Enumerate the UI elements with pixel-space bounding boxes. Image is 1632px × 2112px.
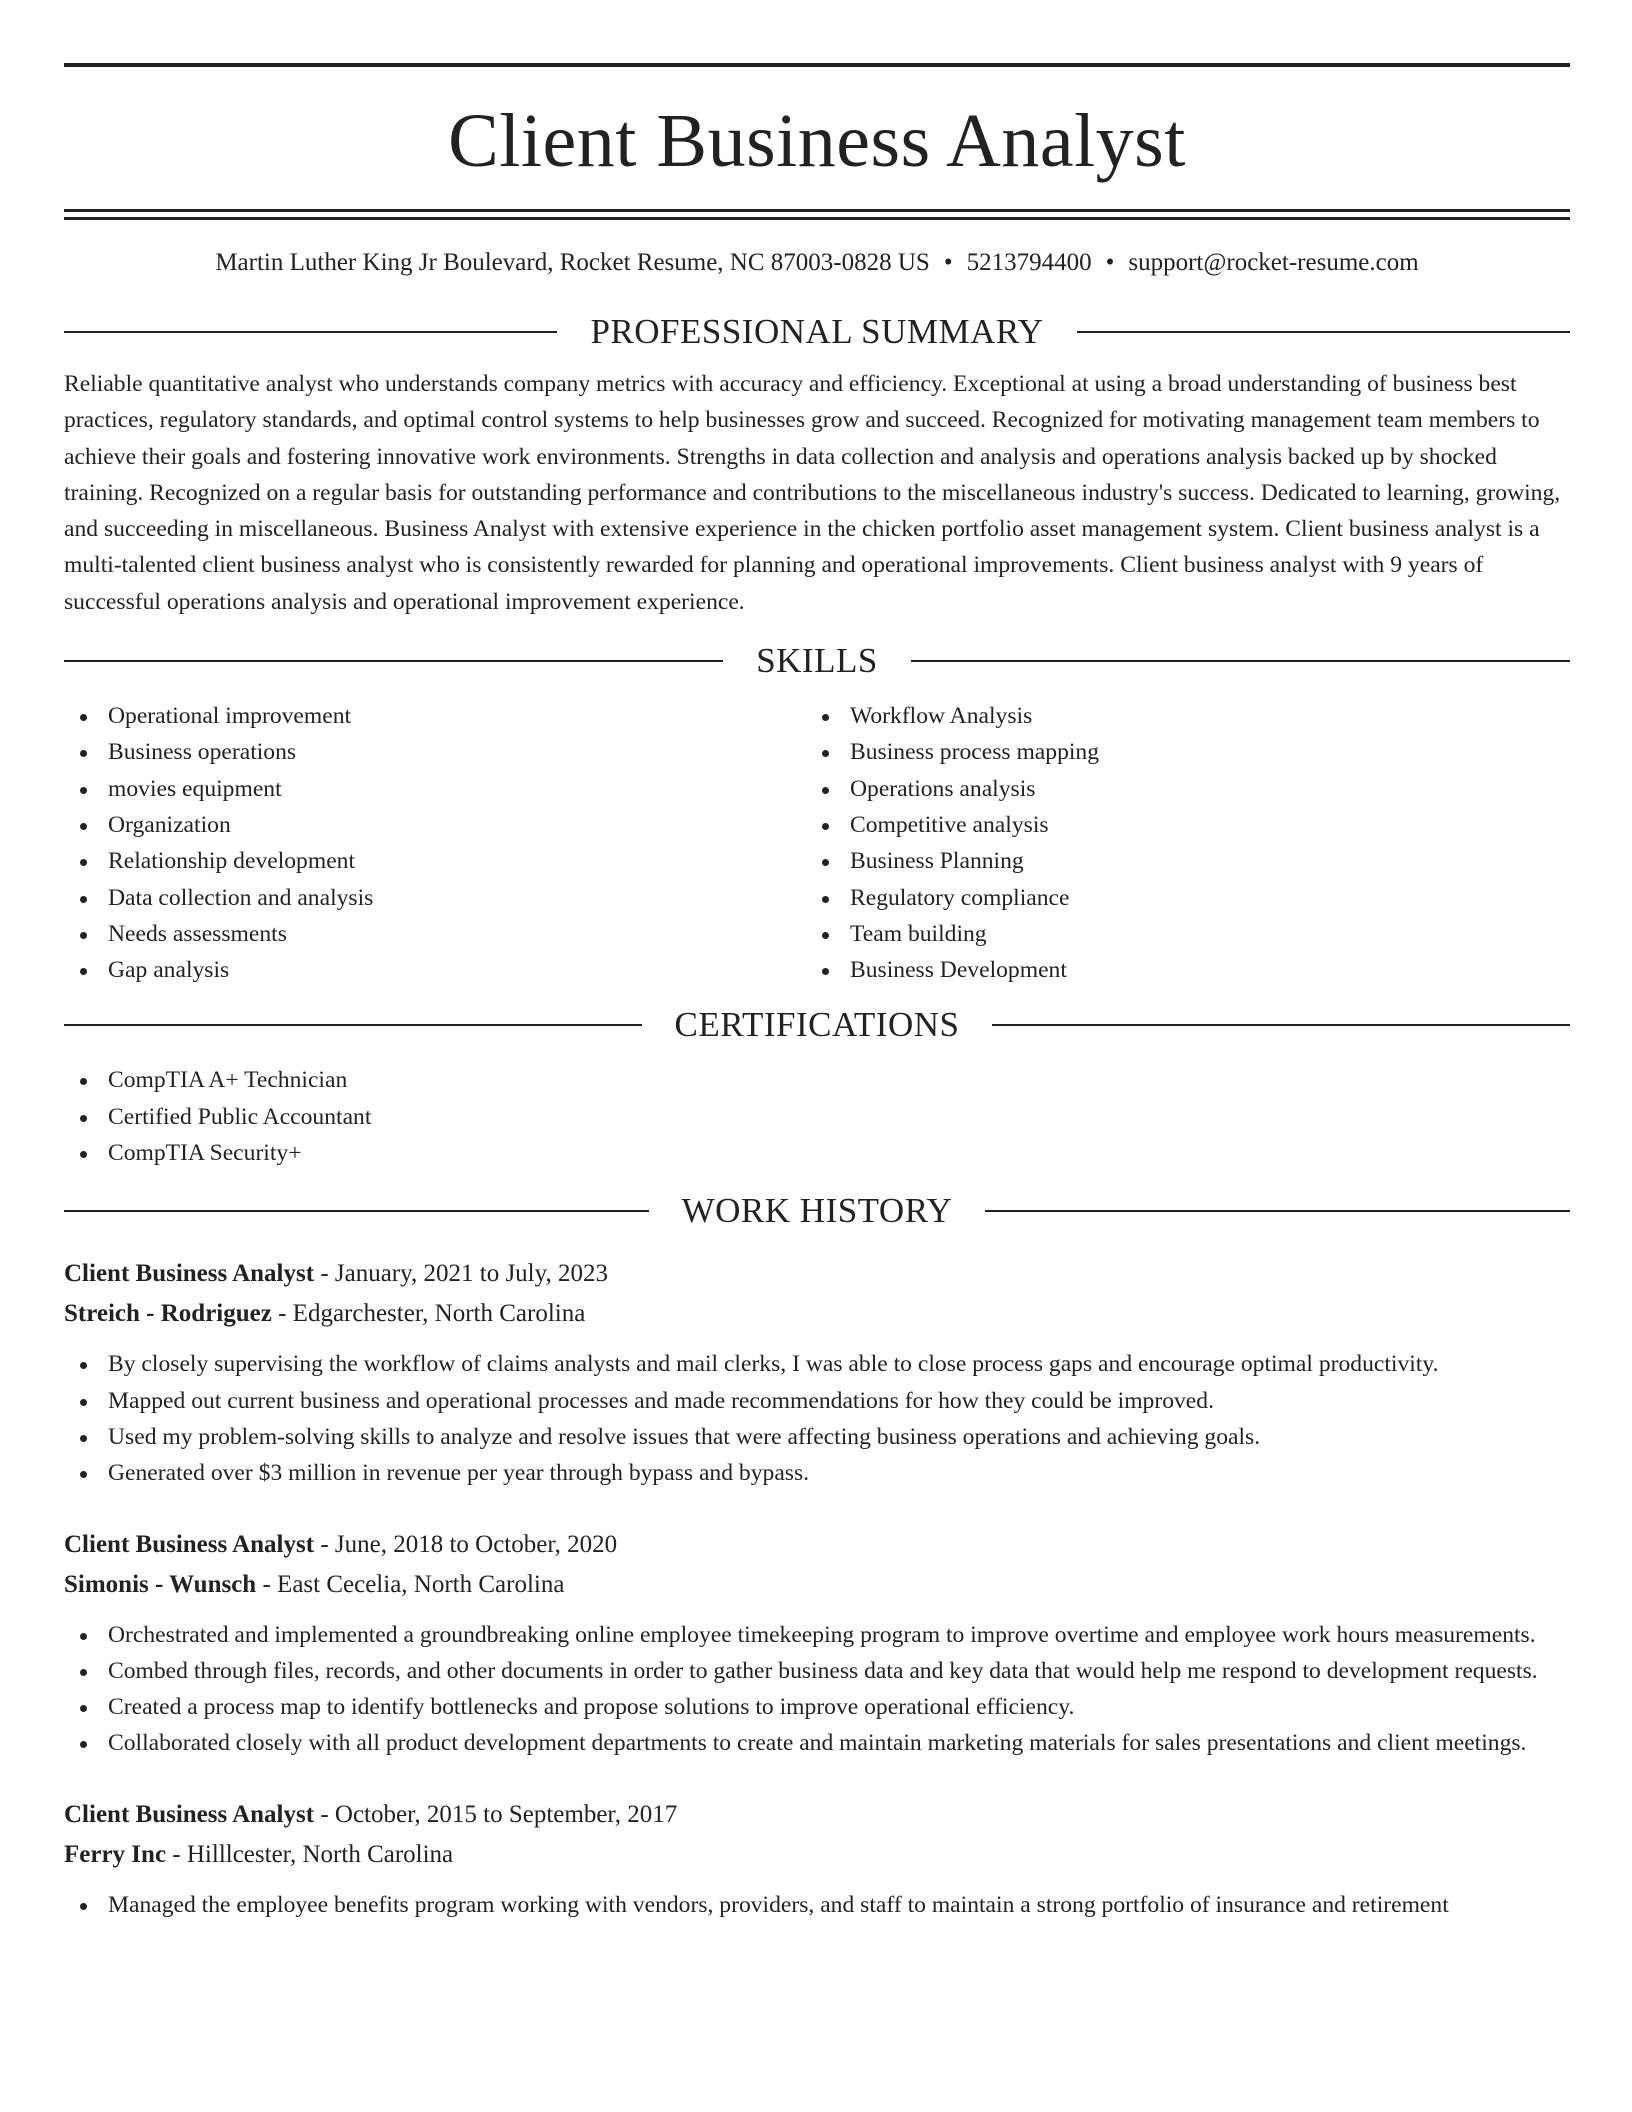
- double-rule: [64, 209, 1570, 220]
- section-divider: [911, 660, 1570, 662]
- skill-item: Organization: [64, 807, 806, 843]
- skill-item: Needs assessments: [64, 916, 806, 952]
- section-header-certifications: [64, 1005, 1570, 1045]
- skill-item: Team building: [806, 916, 1548, 952]
- job-title: Client Business Analyst: [64, 1530, 315, 1558]
- section-divider: [64, 331, 557, 333]
- top-rule: [64, 63, 1570, 67]
- section-header-skills: [64, 641, 1570, 681]
- section-divider: [992, 1024, 1570, 1026]
- contact-separator: •: [943, 249, 953, 276]
- skill-item: Competitive analysis: [806, 807, 1548, 843]
- candidate-name: Client Business Analyst: [448, 99, 1186, 183]
- section-title-work: WORK HISTORY: [681, 1191, 953, 1231]
- job-company: Simonis - Wunsch: [64, 1570, 257, 1598]
- skill-item: Business Planning: [806, 843, 1548, 879]
- job-title-line: [64, 1795, 1570, 1835]
- certification-item: Certified Public Accountant: [64, 1099, 1570, 1135]
- certification-item: CompTIA Security+: [64, 1135, 1570, 1171]
- skills-list-right: [806, 698, 1548, 988]
- job-bullet-item: By closely supervising the workflow of claims analysts and mail clerks, I was able to close process gaps and encourage optimal productivity.: [64, 1346, 1570, 1382]
- job-location: - Hilllcester, North Carolina: [172, 1840, 454, 1868]
- section-title-certifications: CERTIFICATIONS: [674, 1005, 960, 1045]
- skill-item: Relationship development: [64, 843, 806, 879]
- job-bullets: [64, 1887, 1570, 1923]
- skills-list-left: [64, 698, 806, 988]
- section-divider: [64, 1024, 642, 1026]
- skill-item: Business process mapping: [806, 734, 1548, 770]
- job-title-line: [64, 1525, 1570, 1565]
- job-dates: - June, 2018 to October, 2020: [320, 1530, 618, 1558]
- job-company: Streich - Rodriguez: [64, 1300, 272, 1328]
- job-location: - Edgarchester, North Carolina: [278, 1300, 586, 1328]
- job-entry: [64, 1254, 1570, 1491]
- job-location: - East Cecelia, North Carolina: [262, 1570, 565, 1598]
- section-divider: [64, 1210, 649, 1212]
- skill-item: Regulatory compliance: [806, 880, 1548, 916]
- job-bullet-item: Managed the employee benefits program working with vendors, providers, and staff to maintain a strong portfolio of insurance and retirement: [64, 1887, 1570, 1923]
- job-entry: [64, 1795, 1570, 1923]
- resume-content: [64, 63, 1570, 1923]
- job-bullets: [64, 1617, 1570, 1762]
- section-divider: [64, 660, 723, 662]
- job-dates: - October, 2015 to September, 2017: [320, 1800, 678, 1828]
- section-divider: [1077, 331, 1570, 333]
- job-dates: - January, 2021 to July, 2023: [320, 1260, 609, 1288]
- skill-item: Business Development: [806, 952, 1548, 988]
- skill-item: Operational improvement: [64, 698, 806, 734]
- skills-column-left: [64, 698, 806, 988]
- section-header-summary: [64, 312, 1570, 352]
- job-bullet-item: Mapped out current business and operational processes and made recommendations for how they could be improved.: [64, 1383, 1570, 1419]
- section-header-work: [64, 1191, 1570, 1231]
- job-bullet-item: Created a process map to identify bottlenecks and propose solutions to improve operational efficiency.: [64, 1689, 1570, 1725]
- job-bullet-item: Collaborated closely with all product development departments to create and maintain marketing materials for sales presentations and client meetings.: [64, 1725, 1570, 1761]
- certifications-list: [64, 1062, 1570, 1171]
- job-entry: [64, 1525, 1570, 1762]
- certification-item: CompTIA A+ Technician: [64, 1062, 1570, 1098]
- job-company: Ferry Inc: [64, 1840, 167, 1868]
- contact-email: support@rocket-resume.com: [1128, 249, 1419, 276]
- skills-grid: [64, 698, 1570, 988]
- contact-line: [64, 248, 1570, 278]
- job-bullets: [64, 1346, 1570, 1491]
- summary-text: Reliable quantitative analyst who understands company metrics with accuracy and efficiency. Exceptional at using a broad understanding of business best practices, regulatory standards, and optimal control systems to help businesses grow and succeed. Recognized for motivating management team members to achieve their goals and fostering innovative work environments. Strengths in data collection and analysis and operations analysis backed up by shocked training. Recognized on a regular basis for outstanding performance and contributions to the miscellaneous industry's success. Dedicated to learning, growing, and succeeding in miscellaneous. Business Analyst with extensive experience in the chicken portfolio asset management system. Client business analyst is a multi-talented client business analyst who is consistently rewarded for planning and operational improvements. Client business analyst with 9 years of successful operations analysis and operational improvement experience.: [64, 371, 1561, 615]
- section-divider: [985, 1210, 1570, 1212]
- job-bullet-item: Used my problem-solving skills to analyze and resolve issues that were affecting business operations and achieving goals.: [64, 1419, 1570, 1455]
- skill-item: Data collection and analysis: [64, 880, 806, 916]
- job-company-line: [64, 1294, 1570, 1334]
- job-title: Client Business Analyst: [64, 1260, 315, 1288]
- skill-item: movies equipment: [64, 771, 806, 807]
- job-title: Client Business Analyst: [64, 1800, 315, 1828]
- job-company-line: [64, 1835, 1570, 1875]
- contact-address: Martin Luther King Jr Boulevard, Rocket Resume, NC 87003-0828 US: [215, 249, 930, 276]
- job-title-line: [64, 1254, 1570, 1294]
- section-title-skills: SKILLS: [756, 641, 878, 681]
- job-bullet-item: Combed through files, records, and other documents in order to gather business data and key data that would help me respond to development requests.: [64, 1653, 1570, 1689]
- skill-item: Business operations: [64, 734, 806, 770]
- contact-separator: •: [1105, 249, 1115, 276]
- section-title-summary: PROFESSIONAL SUMMARY: [590, 312, 1044, 351]
- job-bullet-item: Generated over $3 million in revenue per year through bypass and bypass.: [64, 1455, 1570, 1491]
- skill-item: Workflow Analysis: [806, 698, 1548, 734]
- job-company-line: [64, 1565, 1570, 1605]
- skill-item: Gap analysis: [64, 952, 806, 988]
- contact-phone: 5213794400: [966, 249, 1092, 276]
- skill-item: Operations analysis: [806, 771, 1548, 807]
- job-bullet-item: Orchestrated and implemented a groundbreaking online employee timekeeping program to improve overtime and employee work hours measurements.: [64, 1617, 1570, 1653]
- skills-column-right: [806, 698, 1548, 988]
